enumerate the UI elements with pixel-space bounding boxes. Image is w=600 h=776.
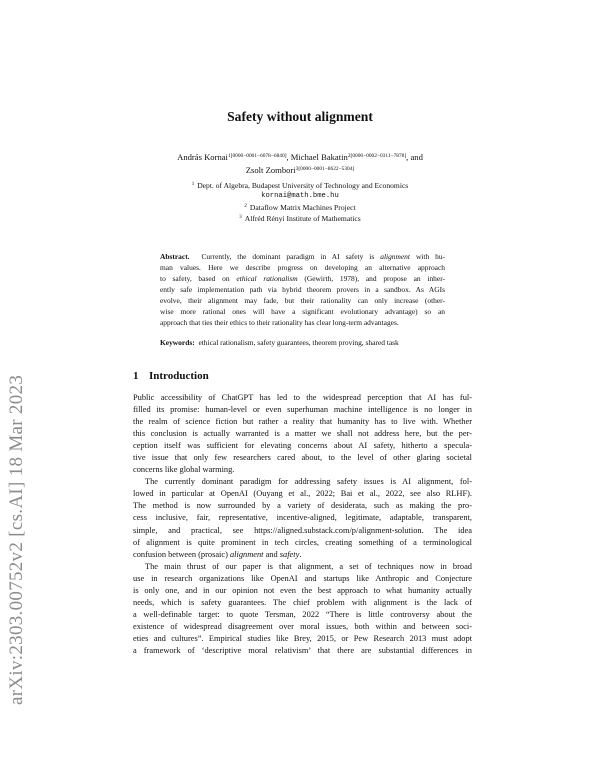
body-line: of alignment is quite prominent in tech circles, creating something of a terminological — [133, 537, 472, 547]
author-orcid: 1[0000−0001−6078−6840] — [227, 153, 287, 159]
body-line: confusion between (prosaic) alignment and safety. — [133, 549, 302, 559]
body-line: a well-definable target: to quote Tersman, 2022 “There is little controversy about the — [133, 609, 472, 619]
body-line: The method is now surrounded by a variety of desiderata, such as making the pro- — [133, 501, 472, 511]
author-list: András Kornai$^{1[0000-0001-6078-6840]}$, Michael Bakatin$^{2[0000-0002-0311-7878]}$, and Zsolt Zombori$^{3[0000-0001-8622-5304]}$ — [177, 152, 423, 176]
body-line: simple, and practical, see https://aligned.substack.com/p/alignment-solution. The idea — [133, 525, 472, 535]
body-line: needs, which is safety guarantees. The chief problem with alignment is the lack of — [133, 597, 472, 607]
affiliations — [0, 180, 600, 225]
body-line: tive issue that only few researchers cared about, to the level of other glaring societal — [133, 453, 472, 463]
section-title: Introduction — [149, 370, 209, 382]
author-orcid: 3[0000−0001−8622−5304] — [295, 166, 355, 173]
section-number: 1 — [133, 370, 139, 382]
body-line: concerns like global warming. — [133, 465, 235, 475]
paper-title: Safety without alignment — [227, 109, 373, 124]
body-line: a framework of ‘descriptive moral relativism’ that there are substantial differences in — [133, 645, 472, 655]
author-name: Zsolt Zombori — [245, 165, 296, 176]
abstract-line: to safety, based on ethical rationalism (Gewirth, 1978), and propose an inher- — [160, 273, 445, 283]
body-line: ception itself was sufficient for elevating concerns about AI safety, hitherto a specula- — [133, 441, 472, 451]
author-name: Michael Bakatin — [290, 152, 348, 163]
contact-email: kornai@math.bme.hu — [261, 192, 339, 201]
abstract-label: Abstract. — [160, 252, 190, 261]
abstract — [160, 252, 445, 329]
affiliation-line: $^3$ Alfréd Rényi Institute of Mathematics — [239, 214, 361, 224]
abstract-line: evolve, their alignment may fade, but their rationality can only increase (other- — [160, 295, 445, 305]
body-line: is only one, and in our opinion not even the best approach to what humanity actually — [133, 585, 472, 595]
body-line: filled its promise: human-level or even superhuman machine intelligence is no longer in — [133, 405, 472, 415]
author-orcid: 2[0000−0002−0311−7878] — [347, 153, 407, 159]
body-line: The main thrust of our paper is that alignment, a set of techniques now in broad — [145, 561, 472, 571]
abstract-line: man values. Here we describe progress on developing an alternative approach — [160, 262, 445, 272]
body-line: eties and cultures”. Empirical studies like Brey, 2015, or Pew Research 2013 must adopt — [133, 633, 472, 643]
abstract-line: Abstract. Currently, the dominant paradigm in AI safety is alignment with hu- — [160, 252, 445, 261]
abstract-line: approach that ties their ethics to their rationality has clear long-term advantages. — [160, 317, 399, 327]
body-line: this conclusion is actually warranted is a matter we shall not address here, but the per- — [133, 429, 472, 439]
body-line: The currently dominant paradigm for addressing safety issues is AI alignment, fol- — [145, 477, 472, 487]
body-line: Public accessibility of ChatGPT has led to the widespread perception that AI has ful- — [133, 393, 472, 402]
section-heading — [133, 370, 209, 382]
body-line: lowed in particular at OpenAI (Ouyang et al., 2022; Bai et al., 2022, see also RLHF). — [133, 489, 472, 499]
abstract-line: wise more rational ones will have a significant evolutionary advantage) so an — [160, 306, 445, 316]
body-line: use in research organizations like OpenAI and startups like Anthropic and Conjecture — [133, 573, 472, 583]
body-text — [133, 392, 472, 657]
affiliation-line: $^1$ Dept. of Algebra, Budapest University of Technology and Economics — [191, 181, 409, 190]
body-line: cess inclusive, fair, representative, incentive-aligned, legitimate, adaptable, transparent, — [133, 513, 472, 523]
keywords — [160, 338, 445, 347]
author-name: András Kornai — [177, 152, 228, 163]
arxiv-identifier-stamp: arXiv:2303.00752v2 [cs.AI] 18 Mar 2023 — [6, 374, 27, 705]
keywords-text: ethical rationalism, safety guarantees, theorem proving, shared task — [198, 338, 399, 347]
body-line: existence of widespread disagreement over moral issues, both within and between soci- — [133, 621, 472, 631]
body-line: the realm of science fiction but rather a reality that humanity has to live with. Whether — [133, 417, 472, 427]
abstract-line: ently safe implementation path via hybrid theorem provers in a sandbox. As AGIs — [160, 284, 445, 294]
author-conjunction: , and — [406, 152, 423, 163]
affiliation-line: $^2$ Dataflow Matrix Machines Project — [244, 202, 356, 212]
keywords-label: Keywords: — [160, 338, 195, 347]
